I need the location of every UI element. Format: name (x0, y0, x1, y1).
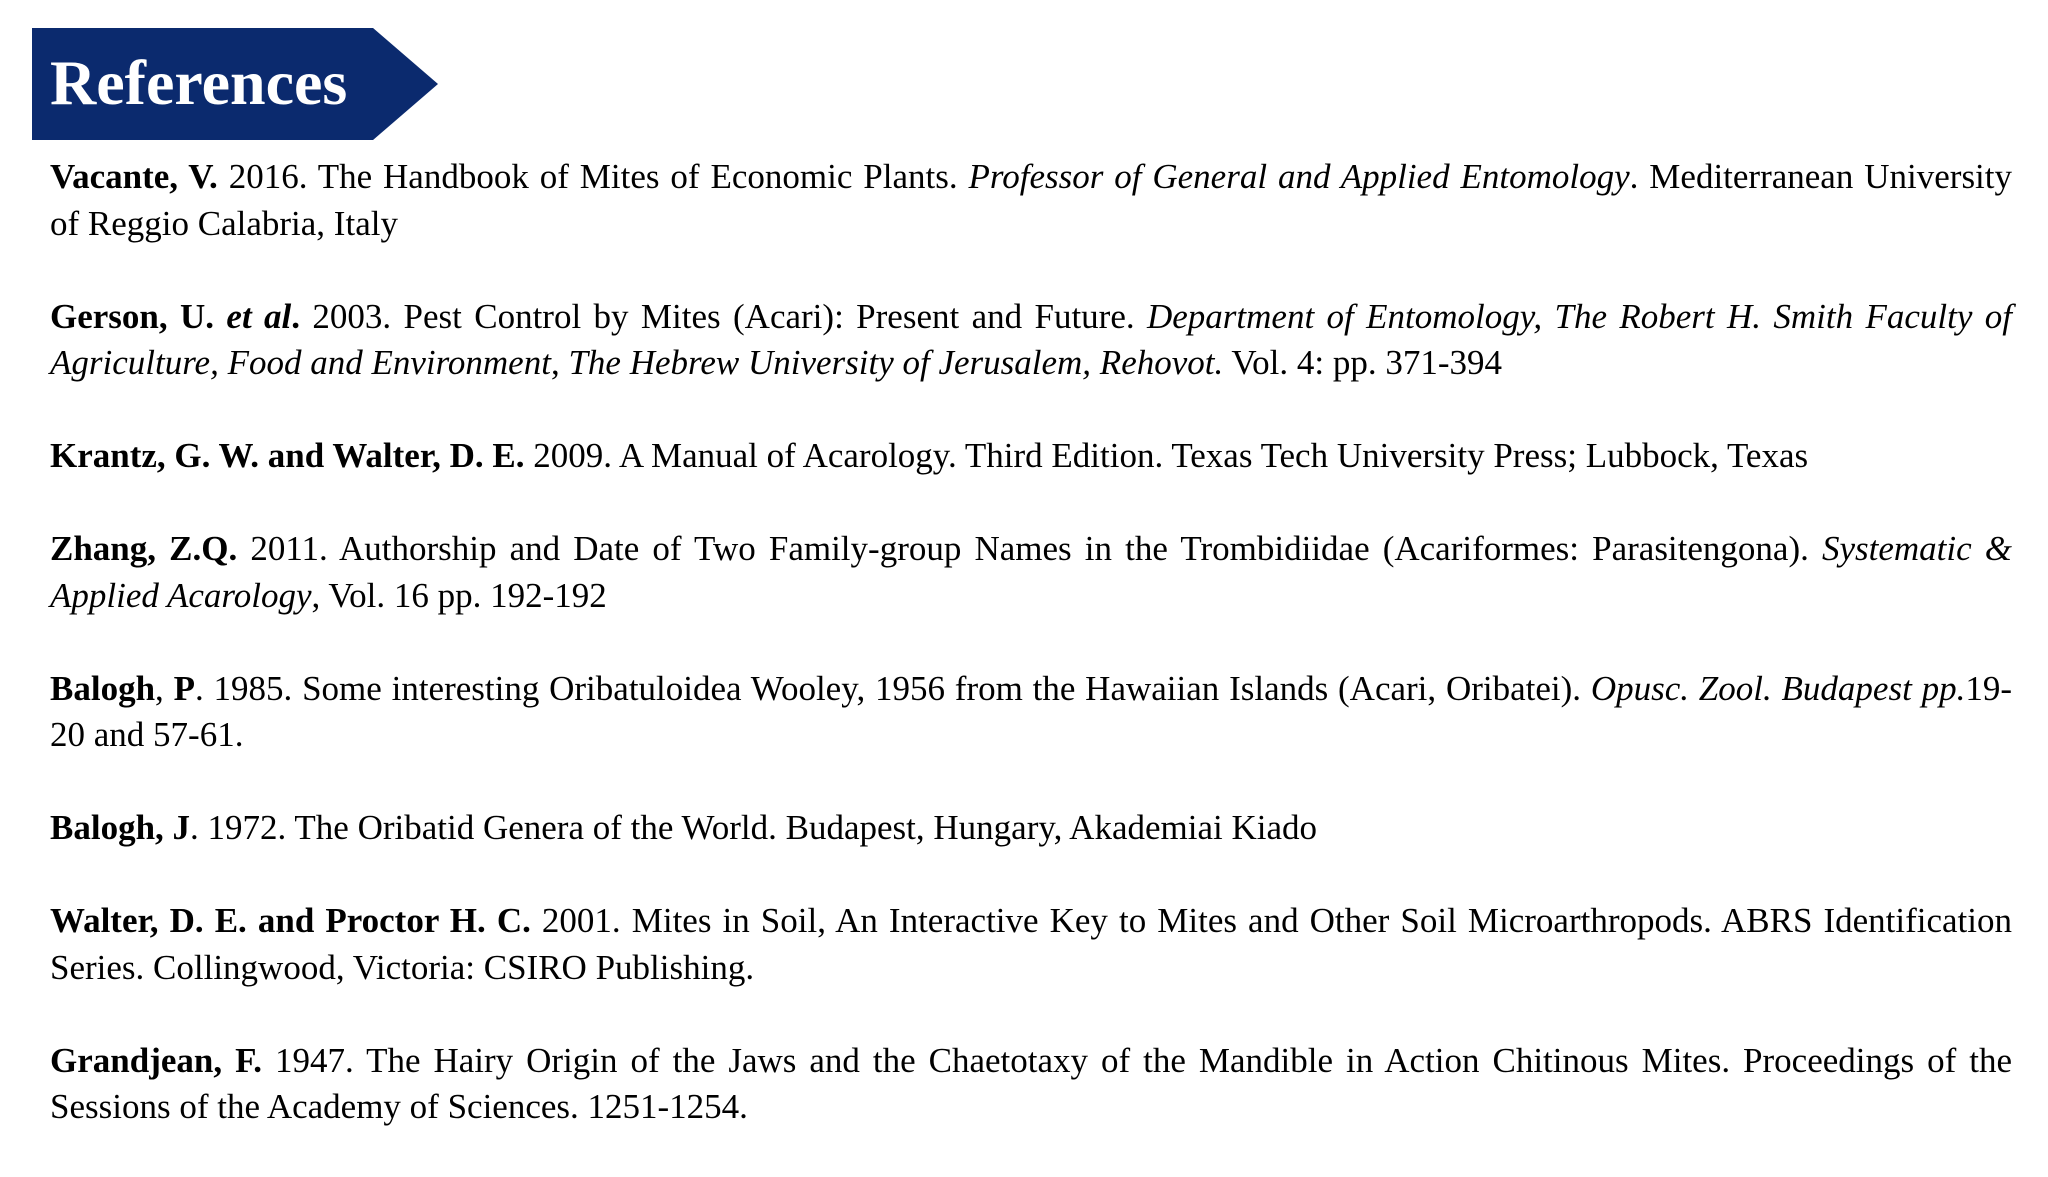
reference-text: 2001. Mites in Soil, An Interactive Key to Mites and Other Soil Microarthropods. ABRS Identification Series. Collingwood, Victoria: CSIRO Publishing. (50, 901, 2013, 987)
reference-text: Systematic & Applied Acarology (50, 529, 2012, 615)
reference-text: Department of Entomology, The Robert H. Smith Faculty of Agriculture, Food and Environment (50, 296, 2012, 382)
reference-text: 2016. The Handbook of Mites of Economic Plants. (217, 157, 969, 196)
reference-text: 2003. Pest Control by Mites (Acari): Present and Future. (300, 296, 1147, 336)
reference-entry (50, 666, 2012, 759)
reference-entry (50, 898, 2012, 991)
reference-text: 19-20 and 57-61. (50, 668, 2012, 754)
reference-text: The Hebrew University of Jerusalem, Rehovot. (568, 343, 1224, 382)
reference-text: Walter, D. E. and Proctor H. C. (50, 901, 531, 940)
reference-text: Gerson, U. (50, 296, 227, 336)
reference-text: Balogh (50, 668, 156, 708)
reference-entry (50, 1038, 2012, 1131)
reference-entry (50, 805, 2012, 852)
reference-text: Balogh, J (50, 808, 191, 847)
reference-text: , (550, 343, 569, 382)
reference-text: . 1972. The Oribatid Genera of the World. Budapest, Hungary, Akademiai Kiado (190, 808, 1318, 847)
reference-text: , (155, 668, 174, 708)
reference-entry (50, 154, 2012, 247)
reference-text: . (291, 296, 301, 336)
reference-text: Opusc. Zool. Budapest pp. (1590, 668, 1966, 708)
reference-text: , Vol. 16 pp. 192-192 (311, 575, 607, 615)
reference-text: Grandjean, F. (50, 1040, 262, 1080)
reference-entry (50, 294, 2012, 387)
page-title: References (50, 47, 348, 118)
reference-text: Professor of General and Applied Entomology (968, 157, 1630, 196)
reference-text: . 1985. Some interesting Oribatuloidea Wooley, 1956 from the Hawaiian Islands (Acari, Oribatei). (194, 668, 1591, 708)
reference-text: et al (226, 296, 292, 336)
reference-entry (50, 526, 2012, 619)
reference-text: . Mediterranean University of Reggio Calabria, Italy (50, 157, 2013, 243)
reference-entry (50, 433, 2012, 480)
reference-text: Vacante, V. (50, 157, 218, 196)
reference-text: 1947. The Hairy Origin of the Jaws and the Chaetotaxy of the Mandible in Action Chitinous Mites. Proceedings of the Sessions of the Academy of Sciences. 1251-1254. (50, 1040, 2012, 1126)
reference-text: P (173, 668, 195, 708)
reference-text: 2009. A Manual of Acarology. Third Edition. Texas Tech University Press; Lubbock, Texas (524, 436, 1809, 475)
reference-text: Krantz, G. W. and Walter, D. E. (50, 436, 525, 475)
reference-text: Vol. 4: pp. 371-394 (1223, 343, 1502, 382)
reference-text: Zhang, Z.Q. (50, 529, 238, 568)
reference-text: 2011. Authorship and Date of Two Family-group Names in the Trombidiidae (Acariformes: Parasitengona). (237, 529, 1822, 568)
reference-list (50, 154, 2012, 1177)
